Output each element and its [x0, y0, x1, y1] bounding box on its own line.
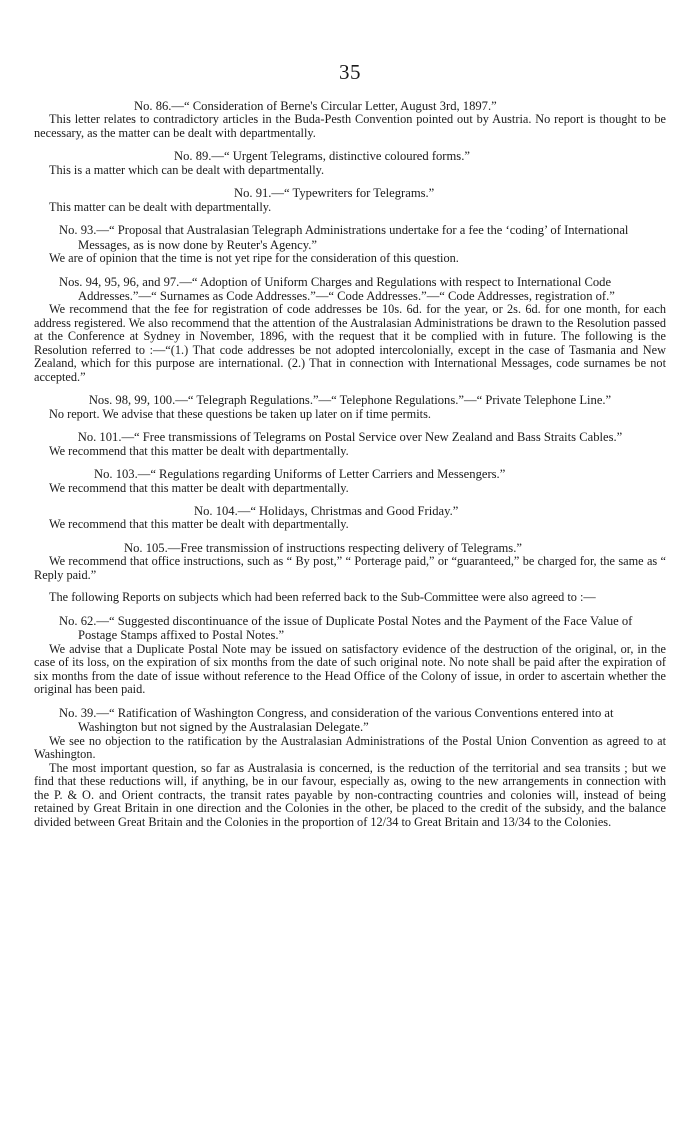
- section-heading: No. 93.—“ Proposal that Australasian Telegraph Administrations undertake for a fee the ‘coding’ of International Messages, as is now done by Reuter's Agency.”: [59, 223, 629, 252]
- section-no-103: [34, 467, 666, 495]
- section-paragraph: We recommend that the fee for registration of code addresses be 10s. 6d. for the year, or 2s. 6d. for one month, for each address registered. We also recommend that the attention of the Australasian Administrations be drawn to the Resolution passed at the Conference at Sydney in November, 1896, with the request that it be complied with in future. The following is the Resolution referred to :—“(1.) That code addresses be not adopted intercolonially, except in the case of Tasmania and New Zealand, which for this purpose are international. (2.) That in connection with International Messages, code surnames be not accepted.”: [34, 302, 666, 384]
- section-heading: No. 62.—“ Suggested discontinuance of the issue of Duplicate Postal Notes and the Payment of the Face Value of Postage Stamps affixed to Postal Notes.”: [59, 613, 633, 643]
- section-paragraph: The following Reports on subjects which had been referred back to the Sub-Committee were also agreed to :—: [49, 590, 596, 605]
- section-no-101: [34, 430, 666, 458]
- section-referred-back-intro: [34, 591, 666, 605]
- section-paragraph: We advise that a Duplicate Postal Note may be issued on satisfactory evidence of the destruction of the original, or, in the case of its loss, on the expiration of six months from the date of such original note. No note shall be paid after the expiration of six months from the date of issue without reference to the Head Office of the Colony of issue, in order to ascertain whether the original has been paid.: [34, 641, 666, 697]
- section-paragraph: We see no objection to the ratification by the Australasian Administrations of the Postal Union Convention as agreed to at Washington.: [34, 733, 666, 761]
- section-no-93: [34, 223, 666, 265]
- section-paragraph: The most important question, so far as Australasia is concerned, is the reduction of the territorial and sea transits ; but we find that these reductions will, if anything, be in our favour, especially as, owing to the new arrangements in connection with the P. & O. and Orient contracts, the transit rates payable by non-contracting countries and colonies will, instead of being retained by Great Britain in one direction and the Colonies in the other, be placed to the credit of the subsidy, and the balance divided between Great Britain and the Colonies in the proportion of 12/34 to Great Britain and 13/34 to the Colonies.: [34, 760, 666, 829]
- section-paragraph: This is a matter which can be dealt with departmentally.: [49, 162, 325, 177]
- section-paragraph: This letter relates to contradictory articles in the Buda-Pesth Convention pointed out by Austria. No report is thought to be necessary, as the matter can be dealt with departmentally.: [34, 112, 666, 140]
- document-page: [34, 60, 666, 838]
- section-paragraph: This matter can be dealt with departmentally.: [49, 199, 272, 214]
- section-heading: No. 105.—Free transmission of instructions respecting delivery of Telegrams.”: [124, 540, 522, 555]
- section-nos-98-100: [34, 393, 666, 421]
- section-heading: No. 104.—“ Holidays, Christmas and Good Friday.”: [194, 504, 459, 519]
- section-heading: No. 91.—“ Typewriters for Telegrams.”: [234, 186, 435, 201]
- section-heading: No. 103.—“ Regulations regarding Uniforms of Letter Carriers and Messengers.”: [94, 467, 506, 482]
- section-paragraph: We recommend that this matter be dealt with departmentally.: [49, 443, 349, 458]
- section-heading: Nos. 98, 99, 100.—“ Telegraph Regulations.”—“ Telephone Regulations.”—“ Private Telephone Line.”: [88, 393, 612, 408]
- section-paragraph: We are of opinion that the time is not yet ripe for the consideration of this question.: [49, 251, 459, 266]
- section-no-89: [34, 149, 666, 177]
- section-no-105: [34, 541, 666, 582]
- section-heading: No. 39.—“ Ratification of Washington Congress, and consideration of the various Conventions entered into at Washington but not signed by the Australasian Delegate.”: [59, 705, 614, 735]
- section-heading: No. 86.—“ Consideration of Berne's Circular Letter, August 3rd, 1897.”: [134, 99, 497, 113]
- section-nos-94-97: [34, 275, 666, 385]
- section-no-39: [34, 706, 666, 829]
- section-no-104: [34, 504, 666, 532]
- section-paragraph: No report. We advise that these questions be taken up later on if time permits.: [49, 406, 431, 421]
- section-paragraph: We recommend that office instructions, such as “ By post,” “ Porterage paid,” or “guaranteed,” be charged for, the same as “ Reply paid.”: [34, 554, 666, 582]
- section-heading: No. 101.—“ Free transmissions of Telegrams on Postal Service over New Zealand and Bass Straits Cables.”: [77, 430, 623, 445]
- section-paragraph: We recommend that this matter be dealt with departmentally.: [49, 480, 349, 495]
- page-number: 35: [339, 60, 361, 84]
- section-no-86: [34, 99, 666, 140]
- section-no-91: [34, 186, 666, 214]
- section-no-62: [34, 614, 666, 697]
- section-heading: No. 89.—“ Urgent Telegrams, distinctive coloured forms.”: [174, 149, 470, 164]
- section-paragraph: We recommend that this matter be dealt with departmentally.: [49, 517, 349, 532]
- section-heading: Nos. 94, 95, 96, and 97.—“ Adoption of Uniform Charges and Regulations with respect to International Code Addresses.”—“ Surnames as Code Addresses.”—“ Code Addresses.”—“ Code Addresses, registration of.”: [59, 274, 615, 303]
